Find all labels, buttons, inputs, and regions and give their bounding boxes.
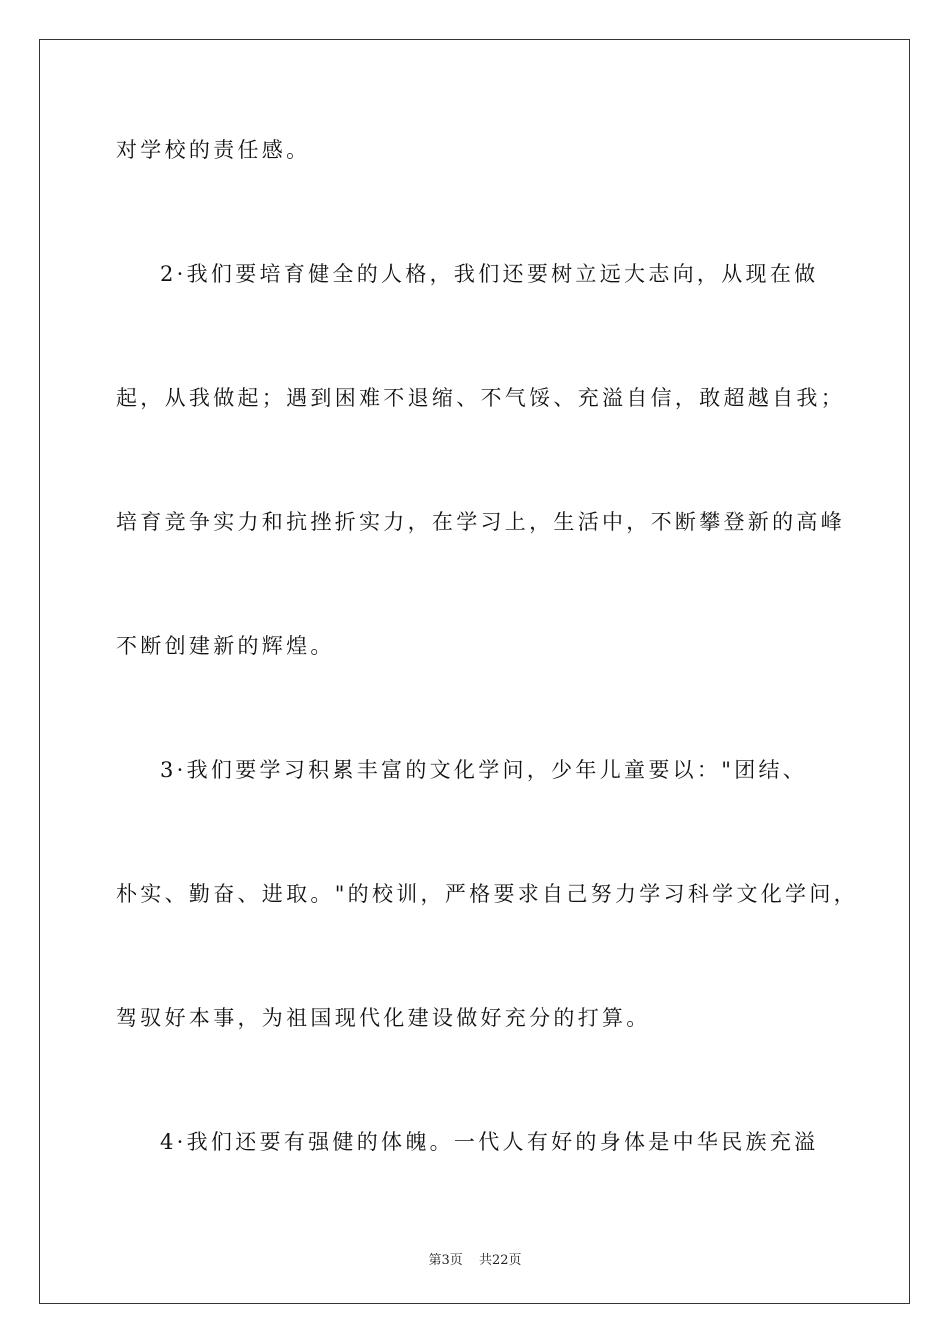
text-line: 不断创建新的辉煌。 (116, 634, 335, 658)
text-line: 培育竞争实力和抗挫折实力，在学习上，生活中，不断攀登新的高峰 (116, 510, 845, 534)
text-line: 驾驭好本事，为祖国现代化建设做好充分的打算。 (116, 1006, 651, 1030)
text-line: 对学校的责任感。 (116, 138, 311, 162)
paragraph-4-start: 4·我们还要有强健的体魄。一代人有好的身体是中华民族充溢 (160, 1130, 819, 1154)
total-pages: 共22页 (478, 1253, 522, 1268)
text-line: 朴实、勤奋、进取。"的校训，严格要求自己努力学习科学文化学问， (116, 882, 858, 906)
text-line: 起，从我做起；遇到困难不退缩、不气馁、充溢自信，敢超越自我； (116, 386, 845, 410)
page-border (39, 39, 910, 1304)
paragraph-3-start: 3·我们要学习积累丰富的文化学问，少年儿童要以："团结、 (160, 758, 808, 782)
page-number: 第3页 (428, 1253, 463, 1268)
page-footer (0, 1249, 950, 1268)
paragraph-2-start: 2·我们要培育健全的人格，我们还要树立远大志向，从现在做 (160, 262, 819, 286)
